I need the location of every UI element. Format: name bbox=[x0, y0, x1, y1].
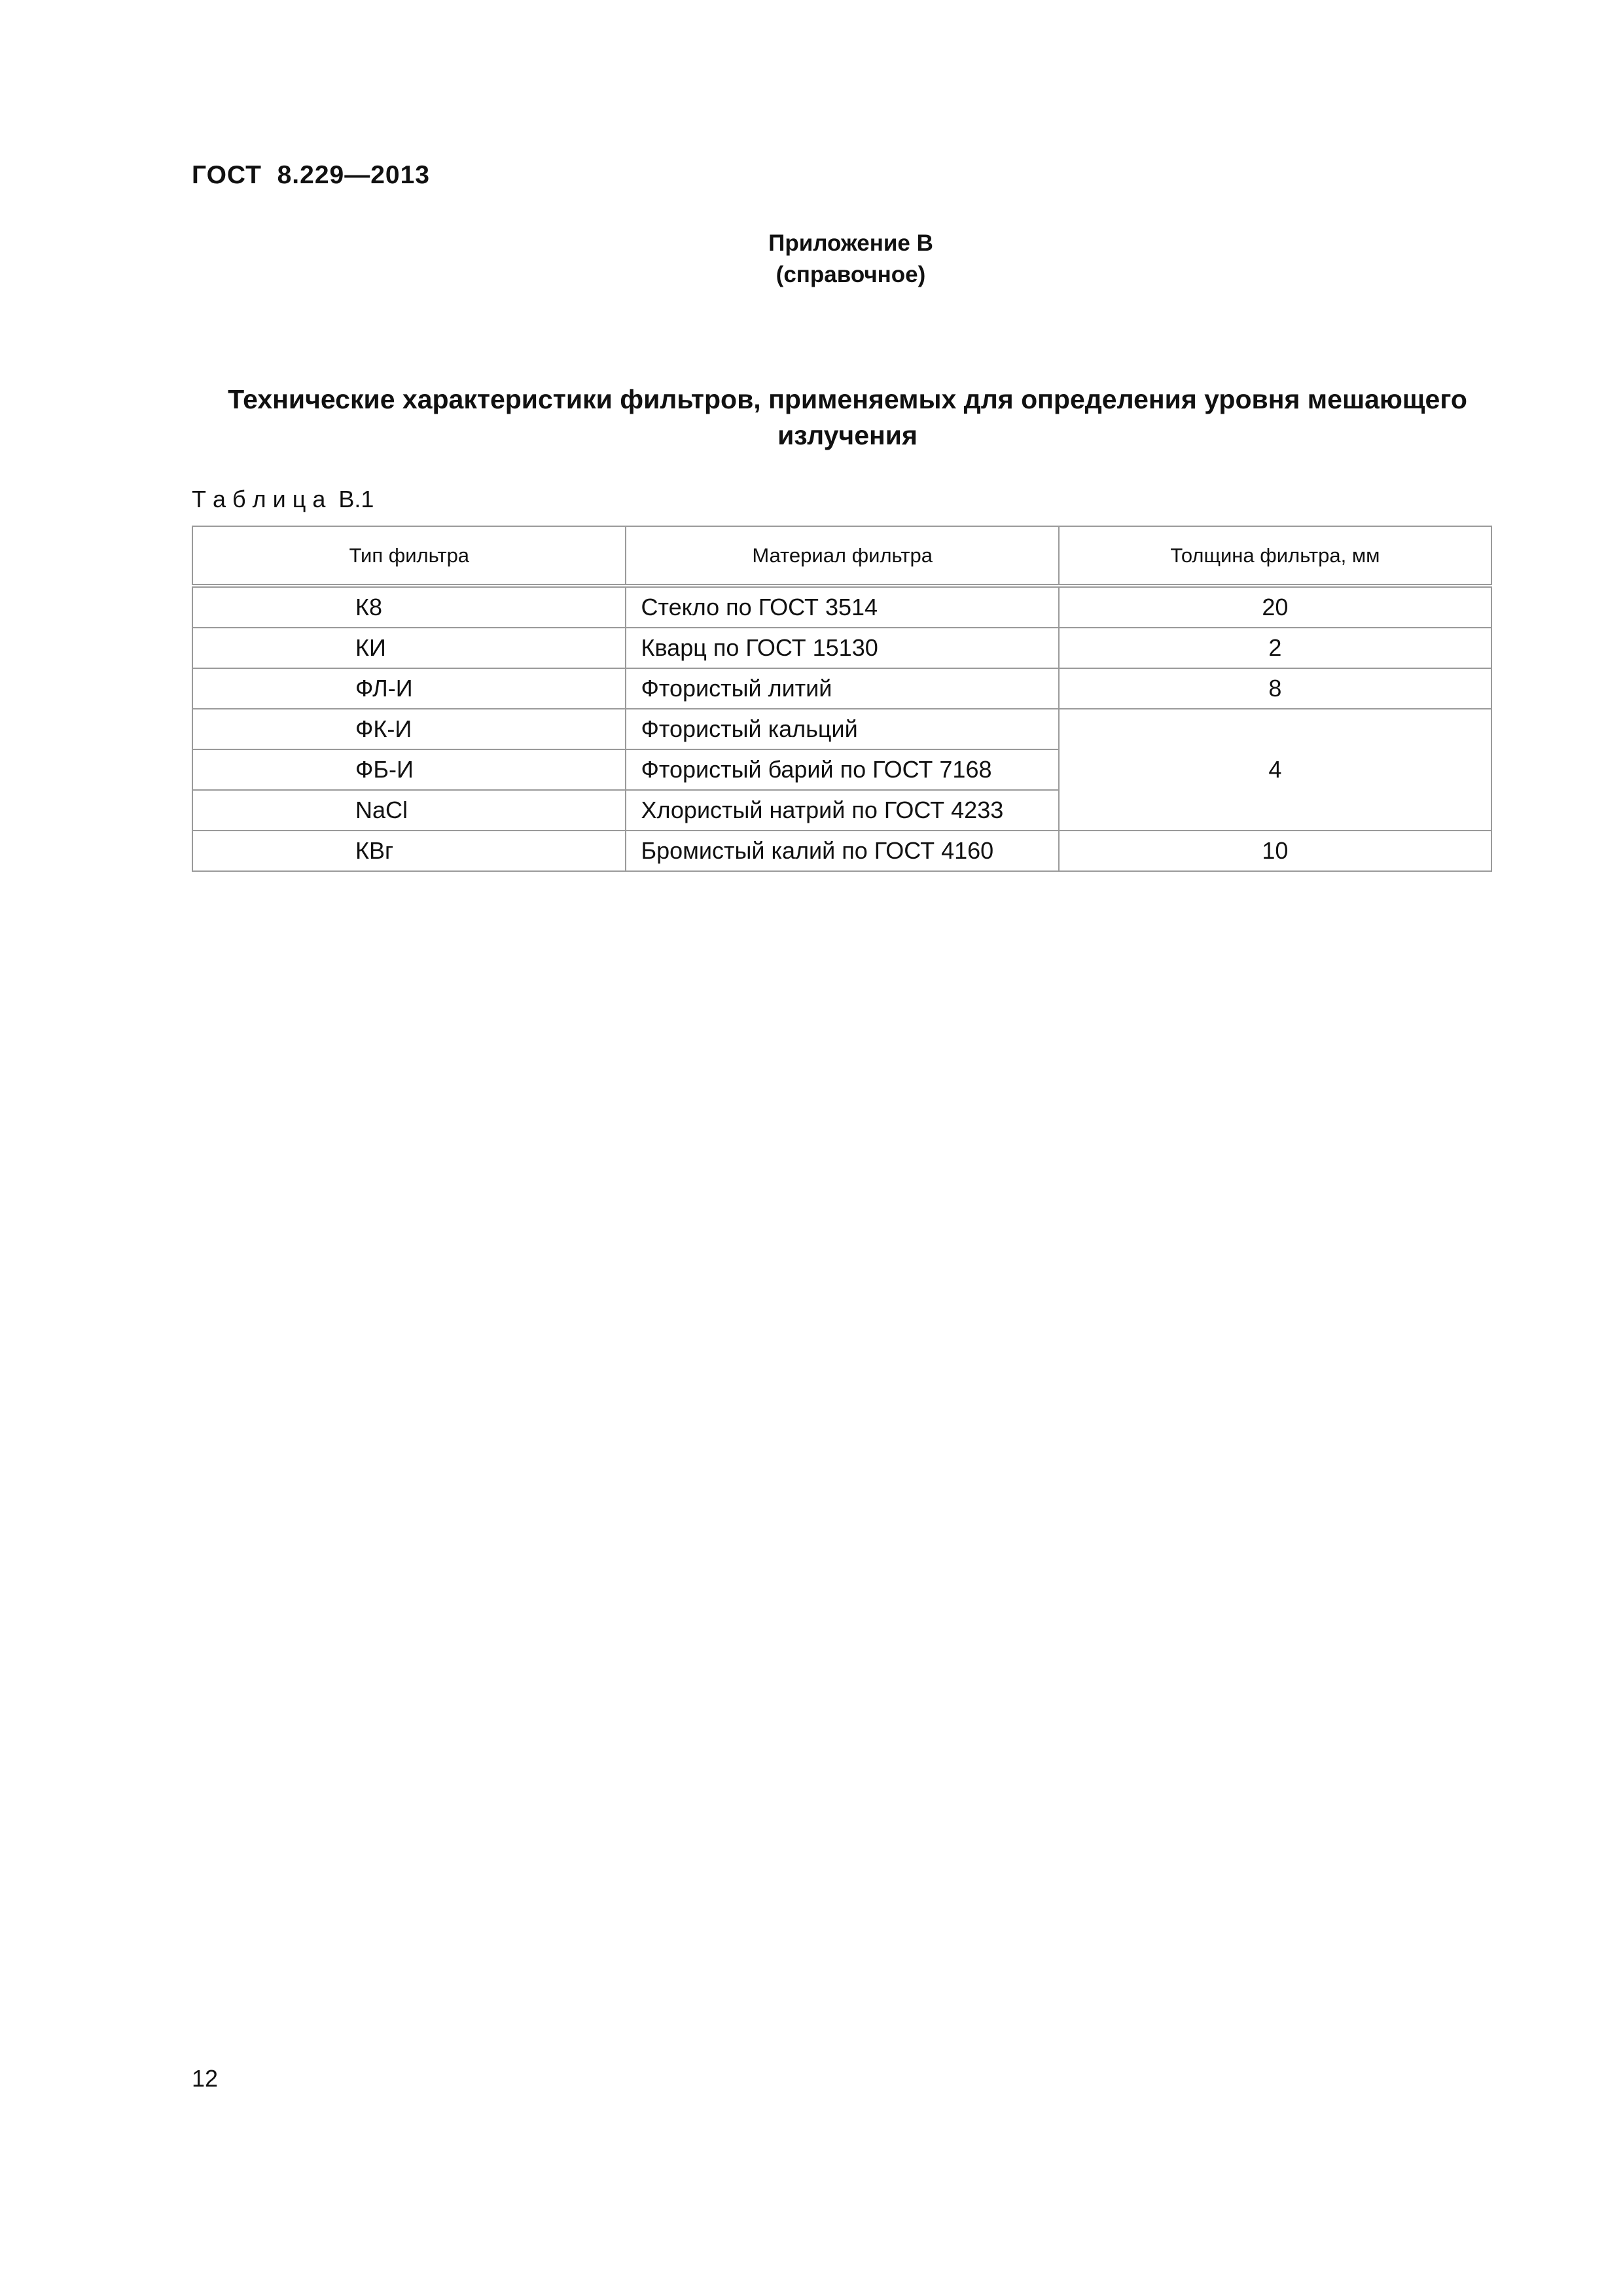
filter-material-cell: Стекло по ГОСТ 3514 bbox=[626, 586, 1058, 628]
filter-type-cell: ФЛ-И bbox=[192, 668, 626, 709]
filter-material-cell: Фтористый барий по ГОСТ 7168 bbox=[626, 749, 1058, 790]
table-row bbox=[192, 668, 1491, 709]
appendix-status: (справочное) bbox=[776, 262, 926, 287]
filter-thickness-cell: 10 bbox=[1059, 831, 1491, 871]
filter-type-cell: КВг bbox=[192, 831, 626, 871]
table-row bbox=[192, 831, 1491, 871]
document-code: ГОСТ 8.229—2013 bbox=[192, 161, 430, 189]
table-caption: Т а б л и ц а В.1 bbox=[192, 486, 374, 512]
filter-thickness-cell: 20 bbox=[1059, 586, 1491, 628]
filter-type-cell: NaCl bbox=[192, 790, 626, 831]
filter-type-cell: ФБ-И bbox=[192, 749, 626, 790]
filter-type-cell: К8 bbox=[192, 586, 626, 628]
filter-type-cell: ФК-И bbox=[192, 709, 626, 749]
filter-thickness-merged-cell: 4 bbox=[1059, 709, 1491, 831]
filter-type-cell: КИ bbox=[192, 628, 626, 668]
filter-material-cell: Фтористый кальций bbox=[626, 709, 1058, 749]
table-row bbox=[192, 628, 1491, 668]
table-row bbox=[192, 586, 1491, 628]
appendix-title: Приложение В bbox=[768, 230, 933, 256]
table-header-row bbox=[192, 526, 1491, 586]
page-number: 12 bbox=[192, 2065, 219, 2092]
filter-material-cell: Кварц по ГОСТ 15130 bbox=[626, 628, 1058, 668]
filter-thickness-cell: 2 bbox=[1059, 628, 1491, 668]
header-filter-thickness: Толщина фильтра, мм bbox=[1059, 526, 1491, 586]
filter-material-cell: Бромистый калий по ГОСТ 4160 bbox=[626, 831, 1058, 871]
header-filter-material: Материал фильтра bbox=[626, 526, 1058, 586]
filter-material-cell: Фтористый литий bbox=[626, 668, 1058, 709]
filter-thickness-cell: 8 bbox=[1059, 668, 1491, 709]
section-title: Технические характеристики фильтров, применяемых для определения уровня мешающего излучения bbox=[228, 384, 1467, 450]
filters-table bbox=[192, 526, 1492, 872]
table-row bbox=[192, 709, 1491, 749]
filter-material-cell: Хлористый натрий по ГОСТ 4233 bbox=[626, 790, 1058, 831]
header-filter-type: Тип фильтра bbox=[192, 526, 626, 586]
